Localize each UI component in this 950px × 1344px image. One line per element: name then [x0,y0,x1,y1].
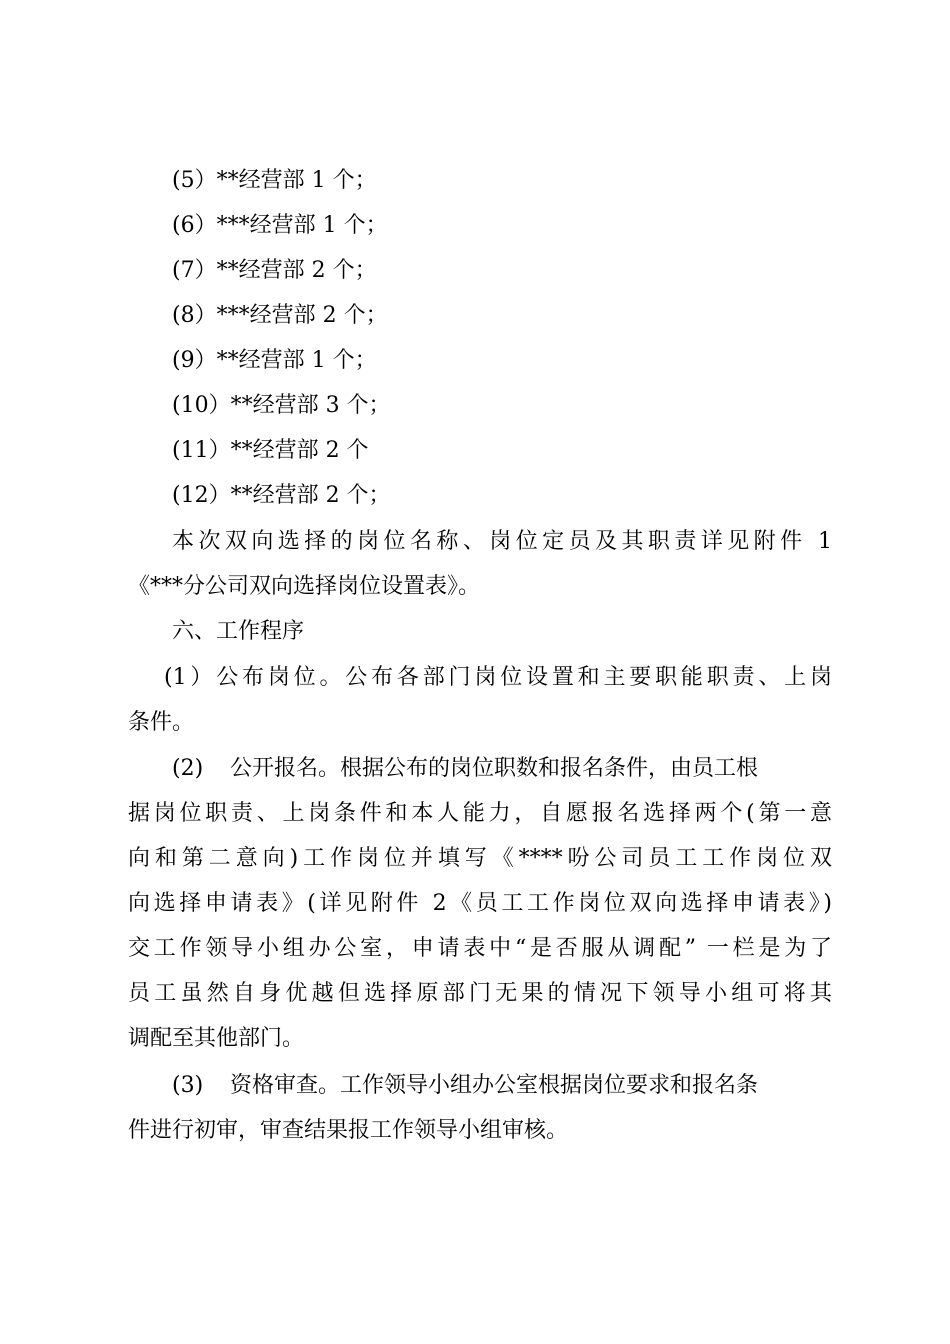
step-3-line [172,1063,832,1108]
list-item: (11）**经营部 2 个 [172,438,369,463]
step-1-line: 条件。 [128,710,195,735]
step-2-line: 交工作领导小组办公室，申请表中“是否服从调配” 一栏是为了 [128,936,832,961]
step-1-line: (1）公布岗位。公布各部门岗位设置和主要职能职责、上岗 [164,665,832,690]
step-2-number: (2) [172,756,204,781]
list-item: (12）**经营部 2 个； [172,483,391,508]
step-2-line [172,746,832,791]
step-2-line: 向选择申请表》(详见附件 2《员工工作岗位双向选择申请表》) [128,891,832,916]
step-3-text: 资格审查。工作领导小组办公室根据岗位要求和报名条 [230,1073,759,1098]
summary-line: 本次双向选择的岗位名称、岗位定员及其职责详见附件 1 [172,529,832,554]
step-2-line: 据岗位职责、上岗条件和本人能力，自愿报名选择两个(第一意 [128,801,832,826]
summary-line: 《***分公司双向选择岗位设置表》。 [128,574,481,599]
list-item: (8）***经营部 2 个； [172,303,388,328]
step-3-line: 件进行初审，审查结果报工作领导小组审核。 [128,1118,569,1143]
step-2-line: 调配至其他部门。 [128,1026,305,1051]
section-title: 六、工作程序 [172,619,305,644]
step-2-line: 员工虽然自身优越但选择原部门无果的情况下领导小组可将其 [128,981,832,1006]
step-3-number: (3) [172,1073,204,1098]
step-2-line: 向和第二意向)工作岗位并填写《****吩公司员工工作岗位双 [128,846,832,871]
list-item: (7）**经营部 2 个； [172,258,377,283]
list-item: (9）**经营部 1 个； [172,348,377,373]
list-item: (6）***经营部 1 个； [172,213,388,238]
step-2-text: 公开报名。根据公布的岗位职数和报名条件，由员工根 [230,756,759,781]
list-item: (5）**经营部 1 个； [172,168,377,193]
list-item: (10）**经营部 3 个； [172,393,391,418]
